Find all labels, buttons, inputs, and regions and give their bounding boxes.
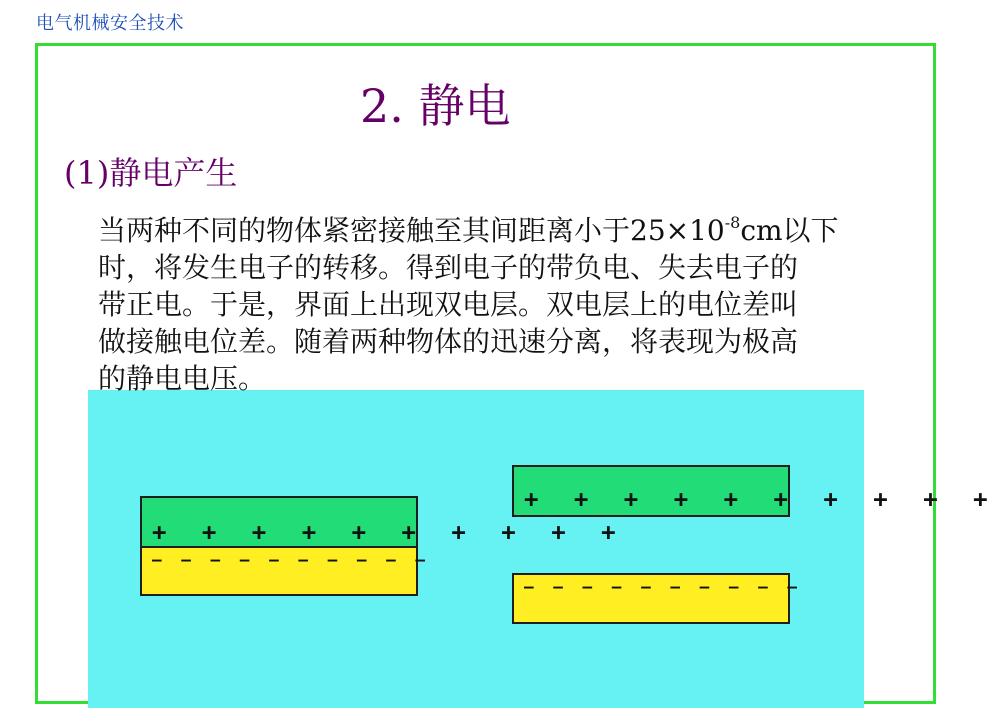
paragraph-text [98, 212, 908, 397]
course-title: 电气机械安全技术 [36, 13, 184, 34]
negative-charge-signs: — — — — — — — — — — [152, 550, 431, 569]
paragraph-line-2: 时，将发生电子的转移。得到电子的带负电、失去电子的 [98, 251, 799, 284]
paragraph-line-1-end: cm以下 [740, 214, 839, 247]
paragraph-line-3: 带正电。于是，界面上出现双电层。双电层上的电位差叫 [98, 288, 799, 321]
section-subtitle: (1)静电产生 [64, 154, 238, 192]
paragraph-line-5: 的静电电压。 [98, 362, 267, 395]
separated-positive-layer [512, 465, 998, 517]
electrostatic-diagram [88, 390, 998, 708]
positive-charge-signs: + + + + + + + + + + [152, 518, 627, 546]
paragraph-line-1 [98, 212, 908, 249]
slide-title: 2. 静电 [360, 79, 511, 133]
paragraph-line-1-start: 当两种不同的物体紧密接触至其间距离小于25×10 [98, 214, 725, 247]
contact-positive-layer [140, 496, 627, 548]
negative-charge-signs: — — — — — — — — — — [524, 577, 803, 596]
exponent: -8 [724, 213, 741, 232]
separated-negative-layer [512, 573, 803, 624]
positive-charge-signs: + + + + + + + + + + [524, 485, 998, 513]
contact-negative-layer [140, 546, 431, 596]
paragraph-line-4: 做接触电位差。随着两种物体的迅速分离，将表现为极高 [98, 325, 799, 358]
